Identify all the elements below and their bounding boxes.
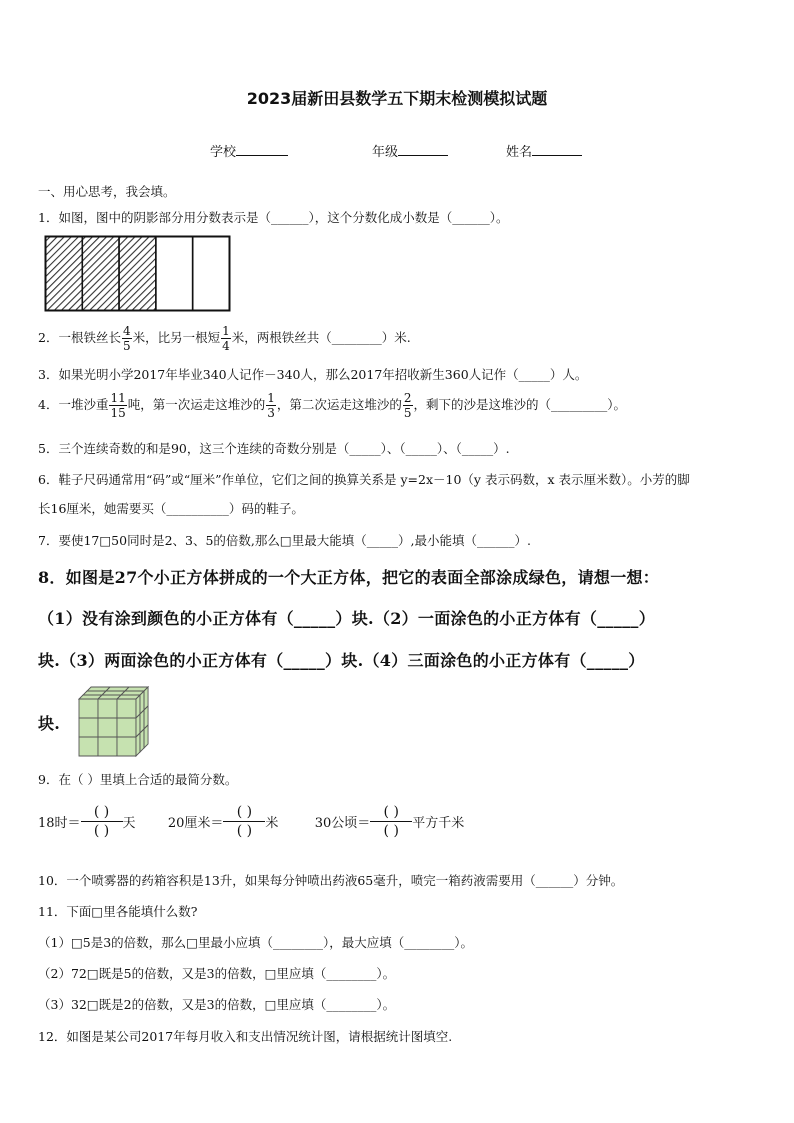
shaded-part	[82, 237, 119, 311]
question-11: 11．下面□里各能填什么数?	[38, 904, 198, 919]
section-1-heading: 一、用心思考，我会填。	[38, 184, 176, 199]
cube-front-cell	[98, 718, 117, 737]
school-blank[interactable]	[236, 144, 288, 156]
question-8-line-4: 块.	[38, 714, 61, 733]
fraction-rectangle-figure	[44, 235, 232, 313]
shaded-part	[119, 237, 156, 311]
name-field: 姓名	[506, 141, 582, 160]
unshaded-part	[193, 237, 230, 311]
question-1: 1．如图，图中的阴影部分用分数表示是（______），这个分数化成小数是（______）。	[38, 210, 509, 225]
answer-fraction-2[interactable]: $\frac{( )}{( )}$	[223, 803, 265, 840]
cube-front-cell	[117, 699, 136, 718]
page-title: 2023届新田县数学五下期末检测模拟试题	[246, 89, 548, 108]
question-9: 9．在（ ）里填上合适的最简分数。	[38, 772, 238, 787]
answer-fraction-1[interactable]: $\frac{( )}{( )}$	[81, 803, 123, 840]
question-8-line-3: 块.（3）两面涂色的小正方体有（_____）块.（4）三面涂色的小正方体有（_____）	[38, 651, 645, 670]
question-2: 2．一根铁丝长 $\frac{4}{5}$ 米，比另一根短 $\frac{1}{4}$ 米，两根铁丝共（________）米.	[38, 324, 411, 353]
question-6-line-2: 长16厘米，她需要买（__________）码的鞋子。	[38, 501, 304, 516]
cube-front-cell	[117, 737, 136, 756]
grade-blank[interactable]	[398, 144, 448, 156]
cube-right-cell	[140, 729, 144, 752]
question-6-line-1: 6．鞋子尺码通常用“码”或“厘米”作单位，它们之间的换算关系是 y=2x－10（y 表示码数，x 表示厘米数）。小芳的脚	[38, 472, 690, 487]
question-9-items: 18时＝ $\frac{( )}{( )}$ 天 20厘米＝ $\frac{( )}{( )}$ 米 30公顷＝ $\frac{( )}{( )}$ 平方千米	[38, 804, 465, 839]
cube-right-cell	[136, 733, 140, 756]
cube-front-cell	[117, 718, 136, 737]
question-8-line-1: 8．如图是27个小正方体拼成的一个大正方体，把它的表面全部涂成绿色，请想一想：	[38, 568, 660, 587]
fraction-1-4: $\frac{1}{4}$	[222, 324, 230, 353]
unshaded-part	[156, 237, 193, 311]
question-10: 10．一个喷雾器的药箱容积是13升，如果每分钟喷出药液65毫升，喷完一箱药液需要用（______）分钟。	[38, 873, 624, 888]
cube-front-cell	[79, 737, 98, 756]
cube-figure	[78, 686, 156, 758]
question-8-line-2: （1）没有涂到颜色的小正方体有（_____）块.（2）一面涂色的小正方体有（_____）	[38, 609, 656, 628]
question-12: 12．如图是某公司2017年每月收入和支出情况统计图，请根据统计图填空.	[38, 1029, 453, 1044]
question-5: 5．三个连续奇数的和是90，这三个连续的奇数分别是（_____）、（_____）、（_____）.	[38, 441, 510, 456]
cube-front-cell	[79, 699, 98, 718]
grade-field: 年级	[372, 141, 448, 160]
fraction-2-5: $\frac{2}{5}$	[403, 391, 412, 420]
question-4: 4．一堆沙重 $\frac{11}{15}$ 吨，第一次运走这堆沙的 $\frac{1}{3}$ ，第二次运走这堆沙的 $\frac{2}{5}$ ，剩下的沙是这堆沙的（_________）。	[38, 391, 627, 420]
cube-right-cell	[144, 725, 148, 748]
fraction-11-15: $\frac{11}{15}$	[110, 391, 126, 420]
question-11-part-3: （3）32□既是2的倍数，又是3的倍数，□里应填（________）。	[38, 997, 396, 1012]
question-11-part-1: （1）□5是3的倍数，那么□里最小应填（________），最大应填（________）。	[38, 935, 473, 950]
question-11-part-2: （2）72□既是5的倍数，又是3的倍数，□里应填（________）。	[38, 966, 396, 981]
question-7: 7．要使17□50同时是2、3、5的倍数,那么□里最大能填（_____）,最小能填（______）.	[38, 533, 531, 548]
cube-front-cell	[79, 718, 98, 737]
cube-front-cell	[98, 699, 117, 718]
question-3: 3．如果光明小学2017年毕业340人记作－340人，那么2017年招收新生360人记作（_____）人。	[38, 367, 588, 382]
answer-fraction-3[interactable]: $\frac{( )}{( )}$	[370, 803, 412, 840]
fraction-1-3: $\frac{1}{3}$	[267, 391, 275, 420]
fraction-4-5: $\frac{4}{5}$	[122, 324, 131, 353]
shaded-part	[46, 237, 83, 311]
school-field: 学校	[210, 141, 288, 160]
name-blank[interactable]	[532, 144, 582, 156]
cube-front-cell	[98, 737, 117, 756]
